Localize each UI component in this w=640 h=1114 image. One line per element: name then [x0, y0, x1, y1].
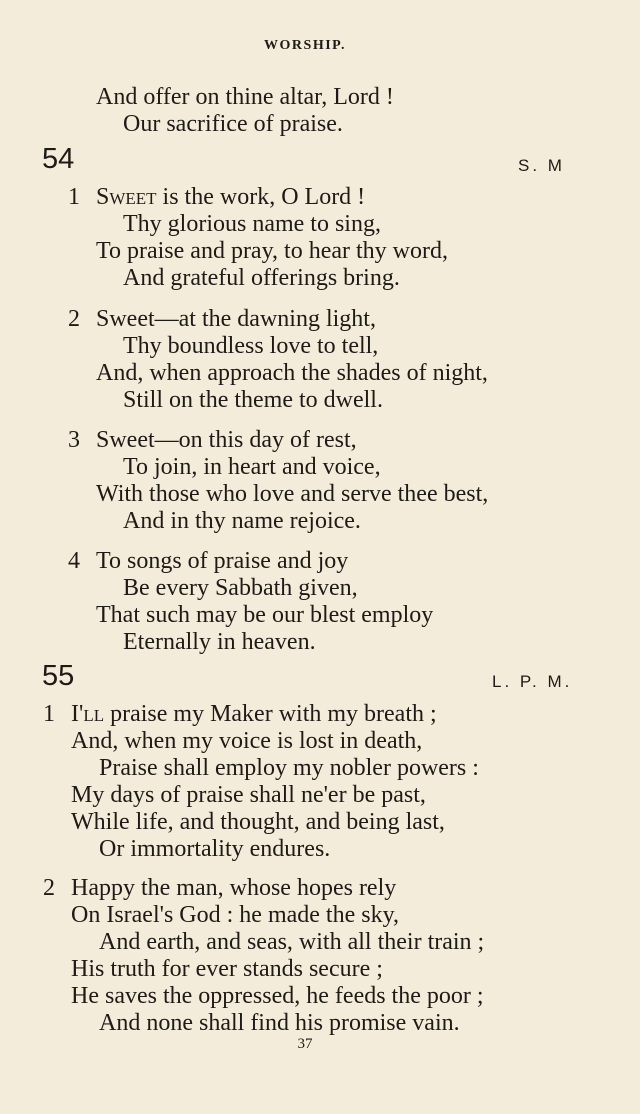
running-head: WORSHIP.: [264, 38, 346, 53]
stanza-line-rest: praise my Maker with my breath ;: [104, 701, 437, 727]
prev-hymn-line: And offer on thine altar, Lord !: [96, 84, 394, 110]
stanza-line: Happy the man, whose hopes rely: [71, 875, 397, 901]
stanza-line: Thy glorious name to sing,: [123, 211, 381, 237]
stanza-line: Or immortality endures.: [99, 836, 331, 862]
stanza-line: Sweet—at the dawning light,: [96, 306, 376, 332]
stanza-first-word: Sweet: [96, 184, 157, 210]
stanza-line: [96, 182, 365, 212]
stanza-line: To songs of praise and joy: [96, 548, 349, 574]
hymn-meter: S. M: [518, 156, 565, 175]
stanza-number: 1: [68, 184, 80, 210]
hymn-number: 54: [42, 143, 75, 175]
stanza-line: And in thy name rejoice.: [123, 508, 361, 534]
stanza-line: Be every Sabbath given,: [123, 575, 358, 601]
stanza-number: 2: [43, 875, 55, 901]
stanza-line: His truth for ever stands secure ;: [71, 956, 383, 982]
stanza-line: And, when approach the shades of night,: [96, 360, 488, 386]
stanza-line: And none shall find his promise vain.: [99, 1010, 460, 1036]
stanza-line: Praise shall employ my nobler powers :: [99, 755, 479, 781]
stanza-line: To praise and pray, to hear thy word,: [96, 238, 448, 264]
stanza-line: Sweet—on this day of rest,: [96, 427, 357, 453]
stanza-number: 4: [68, 548, 80, 574]
stanza-line: And grateful offerings bring.: [123, 265, 400, 291]
stanza-line: With those who love and serve thee best,: [96, 481, 489, 507]
stanza-first-word: I'll: [71, 701, 105, 727]
stanza-line: [71, 699, 437, 729]
page-number: 37: [297, 1036, 313, 1052]
stanza-line: He saves the oppressed, he feeds the poor ;: [71, 983, 484, 1009]
stanza-line: My days of praise shall ne'er be past,: [71, 782, 426, 808]
hymn-meter: L. P. M.: [492, 672, 573, 691]
stanza-line-rest: is the work, O Lord !: [156, 184, 366, 210]
stanza-line: Still on the theme to dwell.: [123, 387, 383, 413]
stanza-line: And, when my voice is lost in death,: [71, 728, 423, 754]
stanza-number: 3: [68, 427, 80, 453]
hymn-number: 55: [42, 660, 75, 692]
stanza-line: Thy boundless love to tell,: [123, 333, 379, 359]
stanza-line: And earth, and seas, with all their train ;: [99, 929, 485, 955]
stanza-line: That such may be our blest employ: [96, 602, 434, 628]
stanza-number: 1: [43, 701, 55, 727]
stanza-number: 2: [68, 306, 80, 332]
stanza-line: While life, and thought, and being last,: [71, 809, 445, 835]
stanza-line: On Israel's God : he made the sky,: [71, 902, 400, 928]
prev-hymn-line: Our sacrifice of praise.: [123, 111, 343, 137]
stanza-line: To join, in heart and voice,: [123, 454, 381, 480]
stanza-line: Eternally in heaven.: [123, 629, 316, 655]
